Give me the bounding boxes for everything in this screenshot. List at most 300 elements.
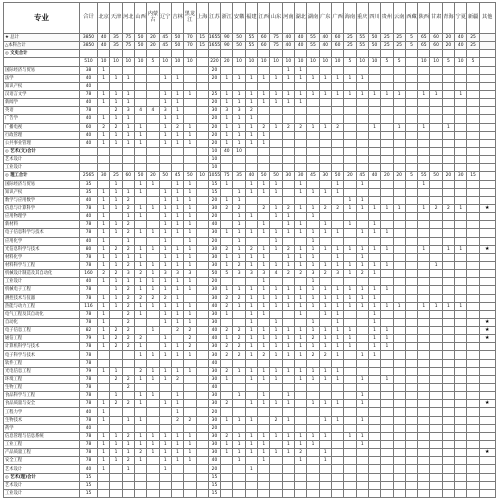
quota-cell: 1	[356, 392, 368, 400]
quota-cell: 50	[159, 172, 171, 180]
quota-cell: 1	[331, 90, 343, 98]
quota-cell	[356, 335, 368, 343]
quota-cell	[221, 82, 233, 90]
quota-cell: 45	[159, 34, 171, 42]
table-row	[4, 123, 496, 131]
quota-cell: 1	[98, 99, 110, 107]
quota-cell	[184, 481, 196, 489]
quota-cell	[159, 416, 171, 424]
quota-cell: 1	[171, 400, 183, 408]
quota-cell	[319, 196, 331, 204]
remark-cell	[479, 156, 495, 164]
quota-cell	[245, 204, 257, 212]
quota-cell: 1	[233, 90, 245, 98]
quota-cell	[184, 115, 196, 123]
quota-cell	[467, 416, 479, 424]
quota-cell	[467, 115, 479, 123]
quota-cell	[258, 465, 270, 473]
quota-cell: 1	[258, 245, 270, 253]
quota-cell: 1	[344, 286, 356, 294]
quota-cell: 10	[430, 58, 442, 66]
quota-cell	[270, 164, 282, 172]
quota-cell	[196, 66, 208, 74]
quota-cell	[184, 99, 196, 107]
quota-cell	[393, 489, 405, 497]
quota-cell	[442, 286, 454, 294]
major-name-cell: 行政管理	[4, 131, 80, 139]
quota-cell: 1	[110, 131, 122, 139]
quota-cell	[418, 107, 430, 115]
quota-cell: 1	[270, 343, 282, 351]
quota-cell	[319, 99, 331, 107]
quota-cell: 1	[245, 335, 257, 343]
quota-cell: 1	[381, 375, 393, 383]
quota-cell: 90	[221, 34, 233, 42]
quota-cell	[442, 489, 454, 497]
quota-cell	[331, 147, 343, 155]
quota-cell: 1	[233, 302, 245, 310]
quota-cell	[368, 107, 380, 115]
quota-cell	[110, 416, 122, 424]
quota-cell: 1	[134, 261, 146, 269]
quota-cell	[134, 318, 146, 326]
table-row	[4, 424, 496, 432]
total-cell	[80, 156, 98, 164]
quota-cell: 1	[245, 351, 257, 359]
quota-cell	[467, 351, 479, 359]
quota-cell	[171, 147, 183, 155]
quota-cell	[196, 416, 208, 424]
total-cell: 35	[80, 188, 98, 196]
quota-cell	[405, 457, 417, 465]
quota-cell: 1	[270, 400, 282, 408]
quota-cell	[356, 465, 368, 473]
quota-cell	[455, 408, 467, 416]
quota-cell: 20	[442, 172, 454, 180]
quota-cell: 40	[208, 221, 220, 229]
quota-cell: 1	[393, 302, 405, 310]
quota-cell: 1	[368, 335, 380, 343]
quota-cell	[442, 310, 454, 318]
quota-cell	[196, 367, 208, 375]
quota-cell	[442, 359, 454, 367]
quota-cell: 1	[245, 343, 257, 351]
quota-cell: 1	[134, 245, 146, 253]
quota-cell: 1	[147, 261, 159, 269]
major-name-cell: ◎ 理工合计	[4, 172, 80, 180]
quota-cell	[122, 156, 134, 164]
quota-cell: 1	[171, 286, 183, 294]
quota-cell	[344, 115, 356, 123]
quota-cell: 1	[147, 229, 159, 237]
remark-cell	[479, 424, 495, 432]
quota-cell	[282, 164, 294, 172]
quota-cell	[356, 50, 368, 58]
table-row	[4, 229, 496, 237]
quota-cell: 1	[307, 278, 319, 286]
quota-cell: 1	[110, 115, 122, 123]
quota-cell	[381, 359, 393, 367]
quota-cell	[184, 400, 196, 408]
remark-cell	[479, 188, 495, 196]
quota-cell	[467, 90, 479, 98]
total-cell: 3850	[80, 42, 98, 50]
remark-cell	[479, 261, 495, 269]
major-name-cell: 食品质量与安全	[4, 400, 80, 408]
quota-cell: 1	[184, 441, 196, 449]
quota-cell: 1	[221, 286, 233, 294]
quota-cell	[233, 278, 245, 286]
quota-cell	[467, 221, 479, 229]
quota-cell	[196, 294, 208, 302]
total-cell: 3850	[80, 34, 98, 42]
quota-cell	[147, 481, 159, 489]
quota-cell	[270, 82, 282, 90]
total-cell: 78	[80, 318, 98, 326]
quota-cell	[282, 457, 294, 465]
quota-cell: 55	[307, 34, 319, 42]
quota-cell: 1	[147, 327, 159, 335]
quota-cell	[442, 229, 454, 237]
quota-cell: 1	[258, 449, 270, 457]
quota-cell: 30	[208, 367, 220, 375]
quota-cell: 1	[381, 335, 393, 343]
quota-cell	[319, 131, 331, 139]
quota-cell	[245, 196, 257, 204]
quota-cell	[282, 408, 294, 416]
quota-cell: 1	[110, 196, 122, 204]
quota-cell	[258, 359, 270, 367]
quota-cell	[282, 318, 294, 326]
quota-cell	[196, 204, 208, 212]
quota-cell: 10	[208, 147, 220, 155]
remark-cell: ★	[479, 400, 495, 408]
total-cell: 82	[80, 327, 98, 335]
table-row	[4, 384, 496, 392]
remark-cell	[479, 392, 495, 400]
quota-cell: 1	[442, 302, 454, 310]
quota-cell	[442, 50, 454, 58]
quota-cell	[430, 318, 442, 326]
quota-cell	[442, 278, 454, 286]
quota-cell: 1	[344, 335, 356, 343]
quota-cell	[368, 465, 380, 473]
quota-cell: 10	[196, 172, 208, 180]
total-cell: 40	[80, 424, 98, 432]
quota-cell	[381, 449, 393, 457]
quota-cell: 1	[455, 90, 467, 98]
quota-cell	[319, 253, 331, 261]
quota-cell	[455, 50, 467, 58]
quota-cell: 1	[258, 441, 270, 449]
quota-cell	[221, 489, 233, 497]
remark-cell	[479, 343, 495, 351]
quota-cell: 1	[110, 188, 122, 196]
quota-cell: 1	[134, 351, 146, 359]
major-name-cell: 材料化学	[4, 253, 80, 261]
remark-cell	[479, 82, 495, 90]
quota-cell	[393, 99, 405, 107]
quota-cell: 40	[208, 327, 220, 335]
quota-cell	[319, 164, 331, 172]
quota-cell	[405, 237, 417, 245]
quota-cell: 1	[147, 204, 159, 212]
quota-cell	[134, 147, 146, 155]
quota-cell	[381, 99, 393, 107]
quota-cell: 1	[184, 213, 196, 221]
quota-cell	[134, 164, 146, 172]
quota-cell	[159, 164, 171, 172]
quota-cell	[442, 400, 454, 408]
quota-cell: 1	[98, 245, 110, 253]
quota-cell	[393, 294, 405, 302]
quota-cell	[258, 164, 270, 172]
quota-cell: 1	[282, 351, 294, 359]
total-cell: 78	[80, 416, 98, 424]
quota-cell: 1	[147, 180, 159, 188]
quota-cell	[356, 327, 368, 335]
quota-cell: 1	[233, 245, 245, 253]
table-row	[4, 375, 496, 383]
quota-cell: 20	[208, 196, 220, 204]
quota-cell	[196, 441, 208, 449]
quota-cell: 1	[134, 432, 146, 440]
quota-cell: 1	[270, 286, 282, 294]
quota-cell: 5	[147, 58, 159, 66]
remark-cell	[479, 196, 495, 204]
quota-cell: 1	[331, 286, 343, 294]
quota-cell	[381, 115, 393, 123]
quota-cell: 2	[221, 343, 233, 351]
quota-cell	[331, 196, 343, 204]
quota-cell: 1	[159, 188, 171, 196]
quota-cell: 1	[356, 253, 368, 261]
quota-cell	[418, 327, 430, 335]
quota-cell	[147, 196, 159, 204]
quota-cell: 1	[184, 237, 196, 245]
quota-cell: 50	[368, 34, 380, 42]
quota-cell: 1	[184, 180, 196, 188]
quota-cell	[418, 286, 430, 294]
quota-cell: 1	[147, 351, 159, 359]
quota-cell	[430, 335, 442, 343]
quota-cell	[430, 229, 442, 237]
total-cell: 78	[80, 229, 98, 237]
quota-cell: 1	[258, 343, 270, 351]
quota-cell: 1	[98, 221, 110, 229]
quota-cell: 1	[110, 180, 122, 188]
quota-cell: 1	[282, 213, 294, 221]
quota-cell	[393, 139, 405, 147]
quota-cell	[245, 147, 257, 155]
major-name-cell: 艺术设计	[4, 465, 80, 473]
major-name-cell: 工业设计	[4, 278, 80, 286]
quota-cell: 2	[122, 457, 134, 465]
quota-cell	[455, 188, 467, 196]
quota-cell: 1	[344, 270, 356, 278]
quota-cell	[184, 359, 196, 367]
major-name-cell: ◎ 文史合计	[4, 50, 80, 58]
quota-cell: 2	[319, 270, 331, 278]
quota-cell	[171, 384, 183, 392]
quota-cell: 3	[307, 270, 319, 278]
quota-cell: 1	[344, 196, 356, 204]
quota-cell	[455, 473, 467, 481]
quota-cell: 1	[159, 400, 171, 408]
remark-cell	[479, 123, 495, 131]
table-row	[4, 457, 496, 465]
column-header-province: 海南	[344, 3, 356, 34]
quota-cell	[455, 310, 467, 318]
quota-cell: 1	[159, 302, 171, 310]
quota-cell: 1	[319, 457, 331, 465]
quota-cell: 50	[331, 172, 343, 180]
quota-cell: 55	[307, 42, 319, 50]
quota-cell: 1	[245, 253, 257, 261]
quota-cell: 10	[208, 156, 220, 164]
remark-cell	[479, 172, 495, 180]
total-cell: 40	[80, 196, 98, 204]
quota-cell	[368, 384, 380, 392]
quota-cell	[430, 375, 442, 383]
quota-cell	[467, 213, 479, 221]
quota-cell: 1	[98, 74, 110, 82]
quota-cell	[418, 473, 430, 481]
quota-cell: 1	[98, 66, 110, 74]
quota-cell: 1	[221, 196, 233, 204]
quota-cell: 1	[381, 90, 393, 98]
remark-cell	[479, 294, 495, 302]
quota-cell: 2	[159, 294, 171, 302]
quota-cell: 1	[233, 221, 245, 229]
column-header-province: 福建	[245, 3, 257, 34]
quota-cell: 1	[270, 245, 282, 253]
quota-cell	[258, 213, 270, 221]
table-row	[4, 416, 496, 424]
quota-cell	[270, 481, 282, 489]
quota-cell	[430, 449, 442, 457]
quota-cell	[245, 489, 257, 497]
remark-cell	[479, 286, 495, 294]
quota-cell	[196, 115, 208, 123]
quota-cell: 1	[295, 367, 307, 375]
quota-cell: 2	[258, 204, 270, 212]
quota-cell: 10	[295, 58, 307, 66]
quota-cell: 1	[110, 432, 122, 440]
quota-cell: 1	[393, 204, 405, 212]
quota-cell	[405, 107, 417, 115]
quota-cell	[221, 384, 233, 392]
quota-cell	[455, 327, 467, 335]
quota-cell: 1	[344, 294, 356, 302]
quota-cell	[467, 196, 479, 204]
quota-cell	[467, 294, 479, 302]
table-row	[4, 392, 496, 400]
quota-cell: 1	[295, 180, 307, 188]
quota-cell: 30	[208, 261, 220, 269]
quota-cell	[221, 213, 233, 221]
major-name-cell: 广播电视	[4, 123, 80, 131]
quota-cell	[467, 367, 479, 375]
remark-cell	[479, 164, 495, 172]
quota-cell: 1	[184, 253, 196, 261]
quota-cell: 65	[418, 42, 430, 50]
quota-cell: 1	[147, 278, 159, 286]
quota-cell: 1655	[208, 35, 221, 41]
quota-cell: 1	[147, 270, 159, 278]
quota-cell: 10	[418, 58, 430, 66]
quota-cell	[245, 82, 257, 90]
remark-cell	[479, 278, 495, 286]
quota-cell	[245, 384, 257, 392]
quota-cell: 2	[233, 261, 245, 269]
quota-cell: 1	[282, 99, 294, 107]
quota-cell	[405, 294, 417, 302]
quota-cell: 1	[122, 278, 134, 286]
major-name-cell: 工业工程	[4, 441, 80, 449]
remark-cell	[479, 115, 495, 123]
quota-cell: 1	[245, 367, 257, 375]
quota-cell: 25	[467, 34, 479, 42]
quota-cell	[270, 66, 282, 74]
quota-cell: 30	[282, 172, 294, 180]
table-row	[4, 180, 496, 188]
quota-cell	[393, 318, 405, 326]
total-cell: 78	[80, 432, 98, 440]
quota-cell	[159, 156, 171, 164]
quota-cell: 1	[319, 294, 331, 302]
quota-cell	[98, 473, 110, 481]
quota-cell: 1	[282, 392, 294, 400]
quota-cell	[258, 489, 270, 497]
quota-cell: 10	[208, 164, 220, 172]
quota-cell	[110, 408, 122, 416]
table-row	[4, 343, 496, 351]
quota-cell	[282, 115, 294, 123]
quota-cell: 1	[282, 66, 294, 74]
total-cell: 60	[80, 123, 98, 131]
quota-cell: 1	[122, 465, 134, 473]
quota-cell: 2	[122, 327, 134, 335]
quota-cell: 1	[442, 245, 454, 253]
quota-cell: 1	[442, 123, 454, 131]
quota-cell	[356, 489, 368, 497]
quota-cell: 2	[184, 327, 196, 335]
column-header-province: 江苏	[208, 3, 220, 34]
quota-cell	[221, 392, 233, 400]
remark-cell	[479, 384, 495, 392]
quota-cell: 2	[134, 449, 146, 457]
quota-cell	[442, 99, 454, 107]
quota-cell: 1	[159, 123, 171, 131]
quota-cell	[467, 375, 479, 383]
quota-cell	[196, 237, 208, 245]
quota-cell: 1	[171, 432, 183, 440]
quota-cell: 3	[159, 270, 171, 278]
quota-cell	[467, 82, 479, 90]
quota-cell	[98, 82, 110, 90]
quota-cell	[282, 107, 294, 115]
quota-cell: 30	[208, 204, 220, 212]
quota-cell: 1	[233, 74, 245, 82]
quota-cell	[430, 465, 442, 473]
quota-cell	[442, 384, 454, 392]
quota-cell	[245, 156, 257, 164]
quota-cell	[368, 441, 380, 449]
total-cell: 78	[80, 351, 98, 359]
quota-cell	[196, 261, 208, 269]
quota-cell	[368, 147, 380, 155]
